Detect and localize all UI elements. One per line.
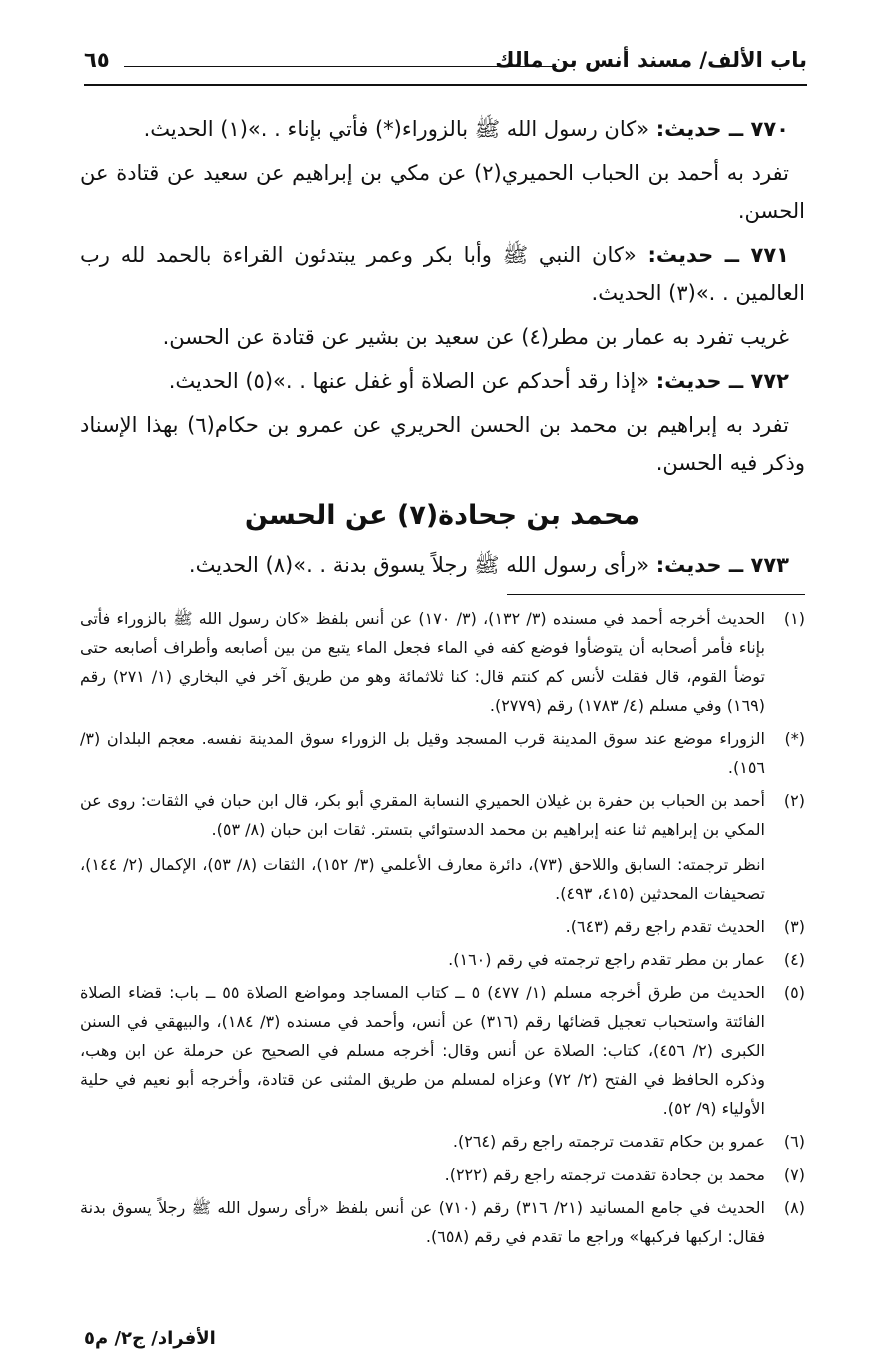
section-title: محمد بن جحادة(٧) عن الحسن: [244, 500, 641, 531]
footnote-number: (١): [783, 609, 805, 628]
footnote-text: الحديث تقدم راجع رقم (٦٤٣).: [565, 917, 765, 936]
hadith-number: ٧٧٠ ــ حديث:: [655, 117, 789, 141]
hadith-entry: [80, 236, 805, 312]
paragraph-text: تفرد به إبراهيم بن محمد بن الحسن الحريري عن عمرو بن حكام(٦) بهذا الإسناد وذكر فيه الحسن.: [80, 413, 805, 475]
footnote: [80, 724, 805, 782]
paragraph-text: تفرد به أحمد بن الحباب الحميري(٢) عن مكي بن إبراهيم عن سعيد عن قتادة عن الحسن.: [80, 161, 805, 223]
header-rule: [124, 66, 557, 67]
page-number: ٦٥: [84, 48, 110, 72]
footnote: [80, 604, 805, 720]
footnote: [80, 1193, 805, 1251]
footnote-number: (٥): [783, 983, 805, 1002]
footnote-text: محمد بن جحادة تقدمت ترجمته راجع رقم (٢٢٢).: [444, 1165, 765, 1184]
main-text: [80, 110, 805, 590]
footnote-text: الحديث من طرق أخرجه مسلم (١/ ٤٧٧) ٥ ــ كتاب المساجد ومواضع الصلاة ٥٥ ــ باب: قضاء الصلاة الفائتة واستحباب تعجيل قضائها رقم (٣١٦) عن أنس، وأحمد في مسنده (٣/ ١٨٤)، والبيهقي في السنن الكبرى (٢/ ٤٥٦)، كتاب: الصلاة عن أنس وقال: أخرجه مسلم في الصحيح عن حرملة عن ابن وهب، وذكره الحافظ في الفتح (٢/ ٧٢) وعزاه لمسلم من طريق المثنى عن قتادة، وأخرجه أبو نعيم في حلية الأولياء (٩/ ٥٢).: [80, 983, 766, 1118]
footnote-text: الزوراء موضع عند سوق المدينة قرب المسجد وقيل بل الزوراء سوق المدينة نفسه. معجم البلدان (٣/ ١٥٦).: [80, 729, 765, 777]
hadith-number: ٧٧٣ ــ حديث:: [655, 553, 789, 577]
hadith-entry: [80, 362, 805, 400]
footnote-number: (*): [784, 729, 805, 748]
footnote-number: (٣): [783, 917, 805, 936]
footnote-number: (٢): [783, 791, 805, 810]
paragraph-text: «إذا رقد أحدكم عن الصلاة أو غفل عنها . .»(٥) الحديث.: [168, 369, 650, 393]
paragraph-text: «كان رسول الله ﷺ بالزوراء(*) فأتي بإناء . .»(١) الحديث.: [143, 117, 650, 141]
footnote-number: (٦): [783, 1132, 805, 1151]
footnote: [80, 978, 805, 1123]
footnote: [80, 786, 805, 908]
paragraph-text: «كان النبي ﷺ وأبا بكر وعمر يبتدئون القراءة بالحمد لله رب العالمين . .»(٣) الحديث.: [80, 243, 805, 305]
footnote-number: (٨): [783, 1198, 805, 1217]
footnote-text: الحديث في جامع المسانيد (٢١/ ٣١٦) رقم (٧١٠) عن أنس بلفظ «رأى رسول الله ﷺ رجلاً يسوق بدنة فقال: اركبها فركبها» وراجع ما تقدم في رقم (٦٥٨).: [80, 1198, 766, 1246]
hadith-number: ٧٧١ ــ حديث:: [647, 243, 789, 267]
page-header: [84, 44, 807, 86]
footnotes-separator: [507, 594, 805, 595]
footnote: [80, 1127, 805, 1156]
hadith-note: [80, 154, 805, 230]
footnote-number: (٤): [783, 950, 805, 969]
footnotes: [80, 604, 805, 1255]
footnote: [80, 912, 805, 941]
footnote: [80, 1160, 805, 1189]
hadith-note: [80, 406, 805, 482]
paragraph-text: «رأى رسول الله ﷺ رجلاً يسوق بدنة . .»(٨) الحديث.: [188, 553, 650, 577]
footnote-text: عمار بن مطر تقدم راجع ترجمته في رقم (١٦٠).: [448, 950, 765, 969]
footnote-text: عمرو بن حكام تقدمت ترجمته راجع رقم (٢٦٤).: [452, 1132, 765, 1151]
footnote-text: أحمد بن الحباب بن حفرة بن غيلان الحميري النسابة المقري أبو بكر، قال ابن حبان في الثقات: روى عن المكي بن إبراهيم ثنا عنه إبراهيم بن محمد الدستوائي بتستر. ثقات ابن حبان (٨/ ٥٣).: [80, 791, 765, 839]
footnote-text: الحديث أخرجه أحمد في مسنده (٣/ ١٣٢)، (٣/ ١٧٠) عن أنس بلفظ «كان رسول الله ﷺ بالزوراء فأتى بإناء فأمر أصحابه أن يتوضأوا فوضع كفه في الماء فجعل الماء يتبع من بين أصابعه وأطراف أصابعه حتى توضأ القوم، قال فقلت لأنس كم كنتم قال: كنا ثلاثمائة وهو من طريق آخر في البخاري (١/ ٢٧١) رقم (١٦٩) وفي مسلم (٤/ ١٧٨٣) رقم (٢٧٧٩).: [80, 609, 766, 715]
footnote-text: انظر ترجمته: السابق واللاحق (٧٣)، دائرة معارف الأعلمي (٣/ ١٥٢)، الثقات (٨/ ٥٣)، الإكمال (٢/ ١٤٤)، تصحيفات المحدثين (٤١٥، ٤٩٣).: [80, 855, 766, 903]
hadith-number: ٧٧٢ ــ حديث:: [655, 369, 789, 393]
chapter-title: باب الألف/ مسند أنس بن مالك: [495, 48, 807, 72]
paragraph-text: غريب تفرد به عمار بن مطر(٤) عن سعيد بن بشير عن قتادة عن الحسن.: [162, 325, 789, 349]
hadith-note: [80, 318, 805, 356]
footnote: [80, 945, 805, 974]
hadith-entry: [80, 546, 805, 584]
footnote-number: (٧): [783, 1165, 805, 1184]
hadith-entry: [80, 110, 805, 148]
signature-mark: الأفراد/ ج٢/ م٥: [84, 1328, 216, 1349]
